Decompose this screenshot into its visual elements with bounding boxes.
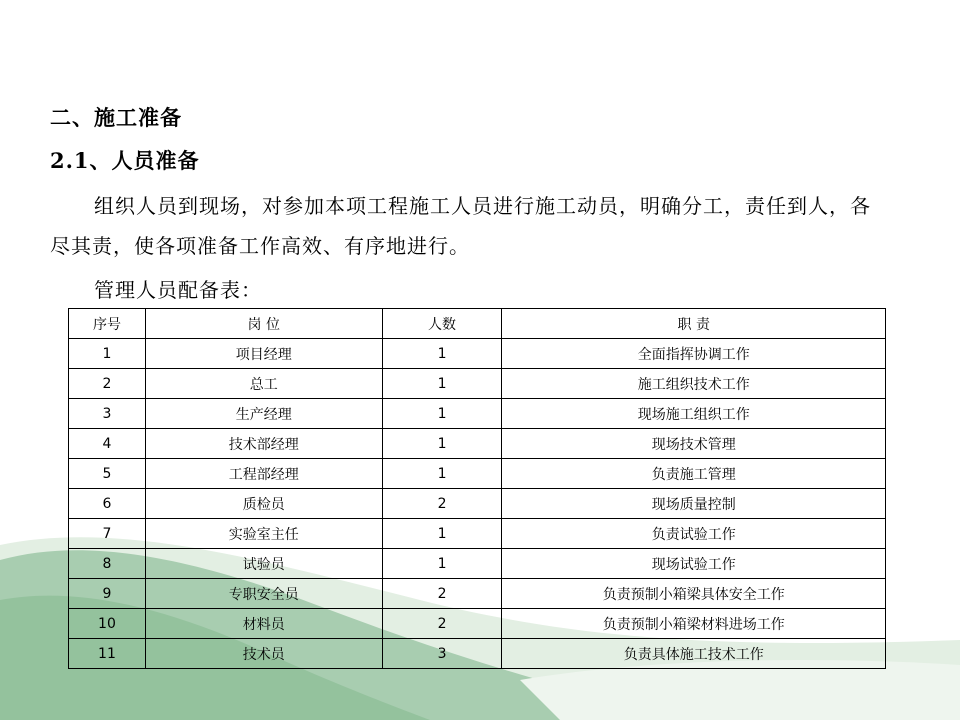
section-heading: 二、施工准备: [50, 105, 182, 130]
table-row: [69, 549, 886, 579]
cell-count: 1: [382, 519, 502, 549]
cell-count: 2: [382, 489, 502, 519]
table-row: [69, 459, 886, 489]
cell-duty: 现场试验工作: [502, 549, 886, 579]
body-paragraph: 组织人员到现场，对参加本项工程施工人员进行施工动员，明确分工，责任到人，各尽其责，使各项准备工作高效、有序地进行。: [50, 194, 871, 258]
table-row: [69, 609, 886, 639]
cell-index: 4: [69, 429, 146, 459]
cell-index: 8: [69, 549, 146, 579]
cell-position: 材料员: [145, 609, 382, 639]
table-row: [69, 579, 886, 609]
cell-position: 项目经理: [145, 339, 382, 369]
cell-index: 3: [69, 399, 146, 429]
cell-index: 11: [69, 639, 146, 669]
cell-duty: 负责施工管理: [502, 459, 886, 489]
cell-index: 9: [69, 579, 146, 609]
cell-position: 技术部经理: [145, 429, 382, 459]
cell-count: 1: [382, 549, 502, 579]
cell-position: 生产经理: [145, 399, 382, 429]
staff-table: [68, 308, 886, 669]
cell-position: 专职安全员: [145, 579, 382, 609]
table-row: [69, 369, 886, 399]
cell-index: 6: [69, 489, 146, 519]
header-position: 岗 位: [145, 309, 382, 339]
cell-position: 实验室主任: [145, 519, 382, 549]
cell-count: 2: [382, 609, 502, 639]
table-row: [69, 339, 886, 369]
cell-count: 1: [382, 369, 502, 399]
cell-index: 10: [69, 609, 146, 639]
cell-duty: 施工组织技术工作: [502, 369, 886, 399]
cell-duty: 全面指挥协调工作: [502, 339, 886, 369]
cell-position: 技术员: [145, 639, 382, 669]
cell-duty: 现场技术管理: [502, 429, 886, 459]
subsection-heading: 2.1、人员准备: [50, 148, 200, 173]
cell-count: 2: [382, 579, 502, 609]
cell-duty: 现场施工组织工作: [502, 399, 886, 429]
table-row: [69, 639, 886, 669]
cell-index: 2: [69, 369, 146, 399]
cell-index: 1: [69, 339, 146, 369]
table-caption: 管理人员配备表：: [94, 278, 262, 302]
cell-count: 3: [382, 639, 502, 669]
header-index: 序号: [69, 309, 146, 339]
cell-duty: 现场质量控制: [502, 489, 886, 519]
cell-count: 1: [382, 399, 502, 429]
cell-position: 试验员: [145, 549, 382, 579]
cell-duty: 负责具体施工技术工作: [502, 639, 886, 669]
cell-index: 5: [69, 459, 146, 489]
cell-position: 总工: [145, 369, 382, 399]
cell-index: 7: [69, 519, 146, 549]
cell-position: 质检员: [145, 489, 382, 519]
table-header-row: [69, 309, 886, 339]
cell-count: 1: [382, 459, 502, 489]
table-row: [69, 429, 886, 459]
cell-duty: 负责试验工作: [502, 519, 886, 549]
cell-duty: 负责预制小箱梁材料进场工作: [502, 609, 886, 639]
cell-count: 1: [382, 339, 502, 369]
table-row: [69, 399, 886, 429]
cell-duty: 负责预制小箱梁具体安全工作: [502, 579, 886, 609]
header-duty: 职 责: [502, 309, 886, 339]
cell-count: 1: [382, 429, 502, 459]
cell-position: 工程部经理: [145, 459, 382, 489]
table-row: [69, 489, 886, 519]
table-row: [69, 519, 886, 549]
header-count: 人数: [382, 309, 502, 339]
